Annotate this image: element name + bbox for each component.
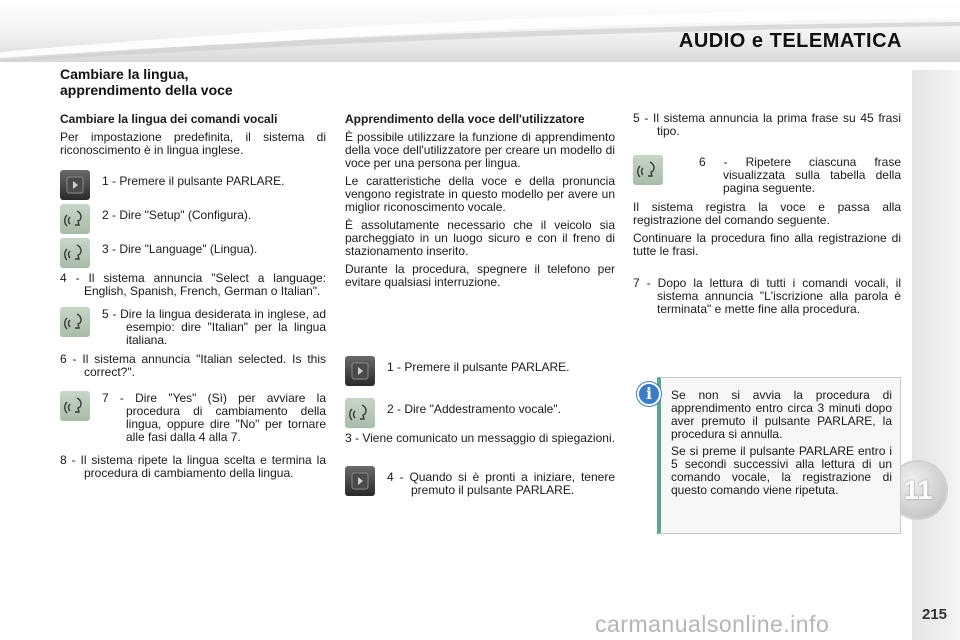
step-text: 6 - Ripetere ciascuna frase visualizzata sulla tabella della pagina seguente. (699, 155, 901, 195)
step-text: 1 - Premere il pulsante PARLARE. (102, 174, 285, 188)
step-text: 1 - Premere il pulsante PARLARE. (387, 360, 570, 374)
voice-command-icon (60, 391, 90, 421)
voice-command-icon (60, 307, 90, 337)
talk-button-icon (345, 466, 375, 496)
paragraph-intro: Per impostazione predefinita, il sistema di riconoscimento è in lingua inglese. (60, 130, 326, 157)
voice-command-icon (345, 398, 375, 428)
step-item (60, 170, 326, 198)
info-icon: i (637, 382, 661, 406)
side-strip (912, 70, 960, 640)
step-item (60, 204, 326, 232)
step-text: 5 - Dire la lingua desiderata in inglese, ad esempio: dire "Italian" per la lingua italiana. (102, 307, 326, 347)
step-text: 3 - Viene comunicato un messaggio di spiegazioni. (345, 431, 615, 445)
info-paragraph: Se si preme il pulsante PARLARE entro i 5 secondi successivi alla lettura di un comando vocale, la registrazione di questo comando viene ripetuta. (671, 444, 892, 497)
subheading-change-language: Cambiare la lingua dei comandi vocali (60, 112, 278, 126)
paragraph: Continuare la procedura fino alla registrazione di tutte le frasi. (633, 231, 901, 258)
step-item (60, 238, 326, 266)
step-text: 7 - Dopo la lettura di tutti i comandi vocali, il sistema annuncia "L'iscrizione alla parola è terminata" e mette fine alla procedura. (633, 276, 901, 316)
page-number: 215 (922, 606, 948, 623)
info-paragraph: Se non si avvia la procedura di apprendimento entro circa 3 minuti dopo aver premuto il pulsante PARLARE, la procedura si annulla. (671, 388, 892, 441)
paragraph: Il sistema registra la voce e passa alla registrazione del comando seguente. (633, 200, 901, 227)
column-language (60, 113, 326, 485)
section-title: AUDIO e TELEMATICA (678, 30, 902, 52)
step-text: 7 - Dire "Yes" (Sì) per avviare la procedura di cambiamento della lingua, oppure dire "No" per tornare alle fasi dalla 4 alla 7. (102, 391, 326, 444)
subheading-voice-training: Apprendimento della voce dell'utilizzatore (345, 112, 585, 126)
paragraph: Le caratteristiche della voce e della pronuncia vengono registrate in questo modello per avere un miglior riconoscimento vocale. (345, 174, 615, 214)
step-item (345, 466, 615, 497)
page-title: Cambiare la lingua, apprendimento della voce (60, 66, 233, 98)
step-item (633, 151, 901, 195)
column-voice-training (345, 113, 615, 503)
step-text: 2 - Dire "Addestramento vocale". (387, 402, 561, 416)
step-item (345, 398, 615, 426)
voice-command-icon (60, 204, 90, 234)
paragraph: È possibile utilizzare la funzione di apprendimento della voce dell'utilizzatore per creare un modello di voce per una persona per lingua. (345, 130, 615, 170)
step-text: 2 - Dire "Setup" (Configura). (102, 208, 252, 222)
info-text (671, 389, 892, 501)
voice-command-icon (60, 238, 90, 268)
step-item (60, 303, 326, 347)
step-item (345, 356, 615, 384)
talk-button-icon (345, 356, 375, 386)
step-text: 5 - Il sistema annuncia la prima frase su 45 frasi tipo. (633, 111, 901, 138)
talk-button-icon (60, 170, 90, 200)
paragraph: Durante la procedura, spegnere il telefono per evitare qualsiasi interruzione. (345, 262, 615, 289)
step-text: 8 - Il sistema ripete la lingua scelta e termina la procedura di cambiamento della lingua. (60, 453, 326, 480)
step-text: 6 - Il sistema annuncia "Italian selected. Is this correct?". (60, 352, 326, 379)
voice-command-icon (633, 155, 663, 185)
watermark: carmanualsonline.info (595, 611, 830, 637)
step-text: 4 - Quando si è pronti a iniziare, tenere premuto il pulsante PARLARE. (387, 470, 615, 497)
step-text: 3 - Dire "Language" (Lingua). (102, 242, 258, 256)
step-item (60, 387, 326, 444)
chapter-number-badge: 11 (890, 462, 946, 518)
step-text: 4 - Il sistema annuncia "Select a language: English, Spanish, French, German o Italian". (60, 271, 326, 298)
column-voice-training-cont (633, 112, 901, 321)
paragraph: È assolutamente necessario che il veicolo sia parcheggiato in un luogo sicuro e con il freno di stazionamento inserito. (345, 218, 615, 258)
